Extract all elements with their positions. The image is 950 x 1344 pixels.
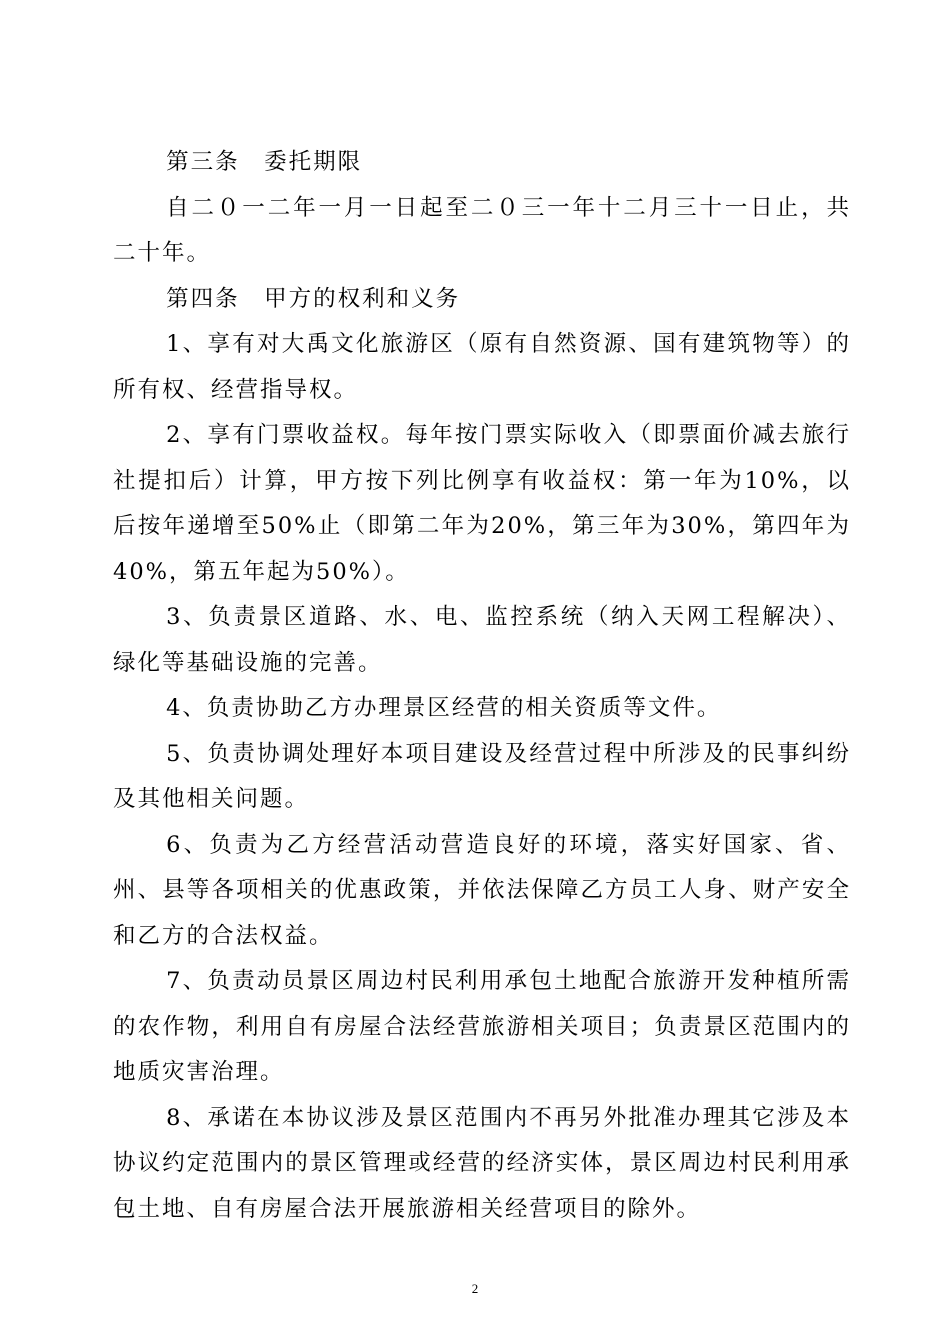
page-number: 2 [471,1281,479,1296]
article-4-clause-6: 6、负责为乙方经营活动营造良好的环境，落实好国家、省、州、县等各项相关的优惠政策，并依法保障乙方员工人身、财产安全和乙方的合法权益。 [113,831,851,949]
article-4-clause-1: 1、享有对大禹文化旅游区（原有自然资源、国有建筑物等）的所有权、经营指导权。 [113,331,851,403]
article-4-clause-5: 5、负责协调处理好本项目建设及经营过程中所涉及的民事纠纷及其他相关问题。 [113,740,851,812]
article-4-clause-4: 4、负责协助乙方办理景区经营的相关资质等文件。 [166,695,722,721]
article-3-term-text: 自二０一二年一月一日起至二０三一年十二月三十一日止，共二十年。 [113,194,851,266]
article-4-clause-8: 8、承诺在本协议涉及景区范围内不再另外批准办理其它涉及本协议约定范围内的景区管理或经营的经济实体，景区周边村民利用承包土地、自有房屋合法开展旅游相关经营项目的除外。 [113,1104,851,1222]
article-4-clause-7: 7、负责动员景区周边村民利用承包土地配合旅游开发种植所需的农作物，利用自有房屋合法经营旅游相关项目；负责景区范围内的地质灾害治理。 [113,968,851,1085]
article-4-heading: 第四条 甲方的权利和义务 [166,285,461,312]
article-4-clause-3: 3、负责景区道路、水、电、监控系统（纳入天网工程解决）、绿化等基础设施的完善。 [113,604,851,676]
article-4-clause-2: 2、享有门票收益权。每年按门票实际收入（即票面价减去旅行社提扣后）计算，甲方按下列比例享有收益权：第一年为10%，以后按年递增至50%止（即第二年为20%，第三年为30%，第四年为40%，第五年起为50%）。 [113,422,851,585]
article-3-heading: 第三条 委托期限 [166,149,363,175]
document-body [113,140,851,1232]
